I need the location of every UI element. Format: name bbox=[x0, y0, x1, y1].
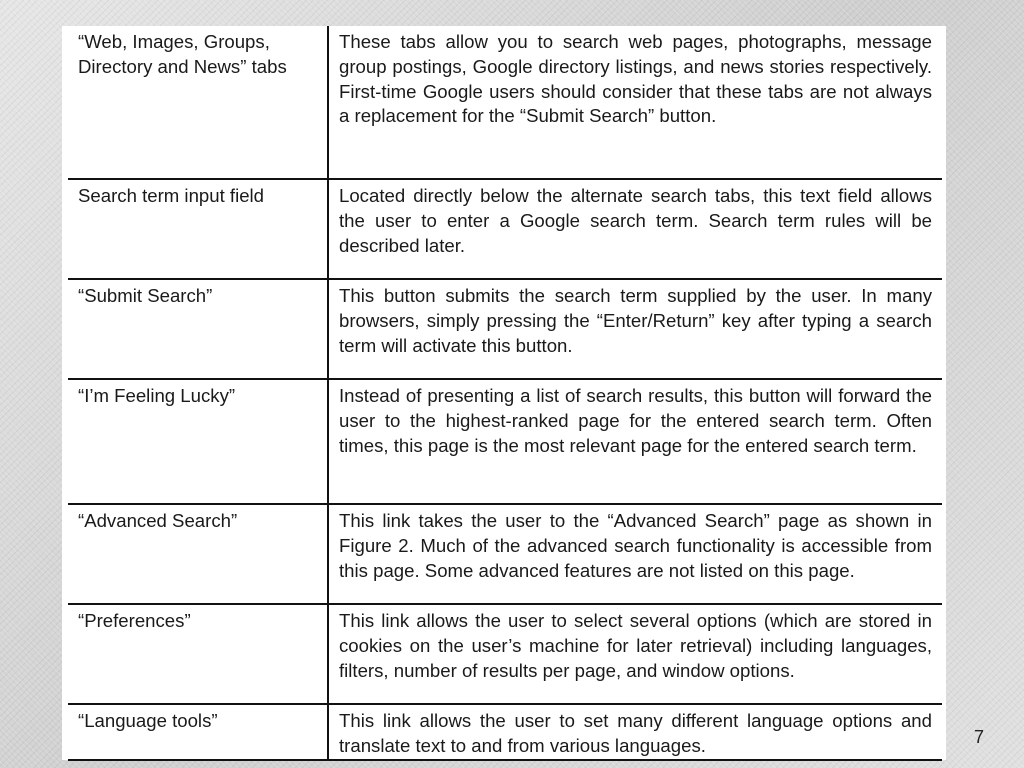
description-cell: This link takes the user to the “Advanced Search” page as shown in Figure 2. Much of the advanced search functionality is accessible from this page. Some advanced features are not listed on this page. bbox=[328, 504, 942, 604]
term-cell: “Preferences” bbox=[68, 604, 328, 704]
description-cell: These tabs allow you to search web pages, photographs, message group postings, Google directory listings, and news stories respectively. First-time Google users should consider that these tabs are not always a replacement for the “Submit Search” button. bbox=[328, 26, 942, 179]
term-cell: Search term input field bbox=[68, 179, 328, 279]
term-cell: “Language tools” bbox=[68, 704, 328, 760]
definitions-table bbox=[68, 26, 942, 761]
description-cell: Located directly below the alternate search tabs, this text field allows the user to enter a Google search term. Search term rules will be described later. bbox=[328, 179, 942, 279]
term-cell: “Web, Images, Groups, Directory and News” tabs bbox=[68, 26, 328, 179]
description-cell: Instead of presenting a list of search results, this button will forward the user to the highest-ranked page for the entered search term. Often times, this page is the most relevant page for the entered search term. bbox=[328, 379, 942, 504]
description-cell: This link allows the user to select several options (which are stored in cookies on the user’s machine for later retrieval) including languages, filters, number of results per page, and window options. bbox=[328, 604, 942, 704]
table-row bbox=[68, 26, 942, 179]
term-cell: “I’m Feeling Lucky” bbox=[68, 379, 328, 504]
table-row bbox=[68, 604, 942, 704]
term-cell: “Advanced Search” bbox=[68, 504, 328, 604]
description-cell: This button submits the search term supplied by the user. In many browsers, simply pressing the “Enter/Return” key after typing a search term will activate this button. bbox=[328, 279, 942, 379]
table-row bbox=[68, 179, 942, 279]
table-row bbox=[68, 279, 942, 379]
description-cell: This link allows the user to set many different language options and translate text to and from various languages. bbox=[328, 704, 942, 760]
page-number: 7 bbox=[973, 727, 984, 747]
document-page bbox=[62, 26, 946, 760]
table-row bbox=[68, 704, 942, 760]
term-cell: “Submit Search” bbox=[68, 279, 328, 379]
table-row bbox=[68, 379, 942, 504]
table-row bbox=[68, 504, 942, 604]
